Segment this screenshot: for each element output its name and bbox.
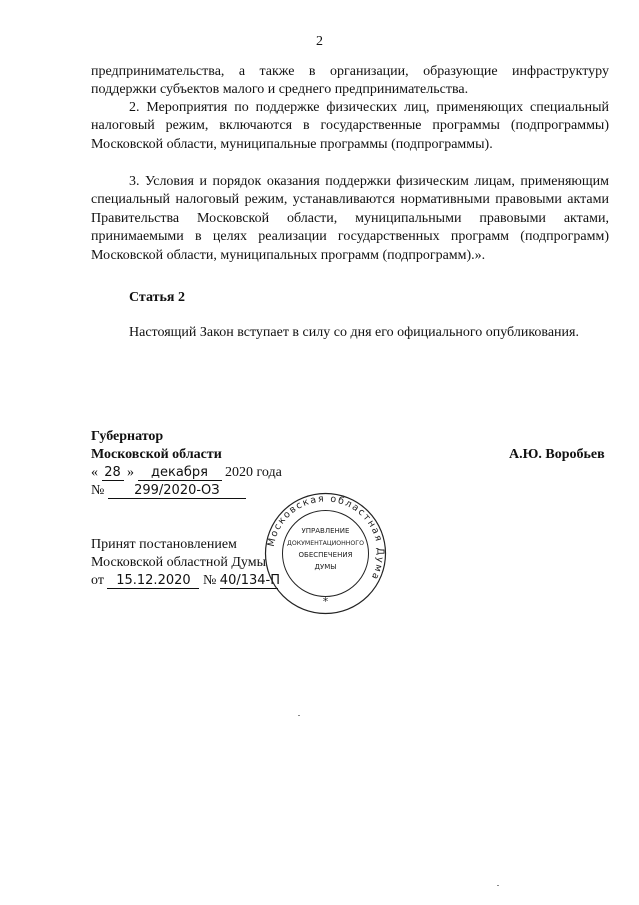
paragraph-continuation: предпринимательства, а также в организации, образующие инфраструктуру поддержки субъектов малого и среднего предпринимательства. xyxy=(91,64,609,98)
law-number xyxy=(91,482,246,500)
seal-graphic xyxy=(263,491,388,616)
law-number-label: № xyxy=(91,483,105,498)
date-year: 2020 года xyxy=(225,465,282,480)
law-number-value: 299/2020-ОЗ xyxy=(108,483,246,499)
paragraph-2: 2. Мероприятия по поддержке физических лиц, применяющих специальный налоговый режим, включаются в государственные программы (подпрограммы) Московской области, муниципальные программы (подпрограммы). xyxy=(91,100,609,152)
adoption-number-label: № xyxy=(202,573,217,588)
signature-date xyxy=(91,464,282,482)
seal-center-line3: ОБЕСПЕЧЕНИЯ xyxy=(298,551,353,559)
date-open-quote: « xyxy=(91,465,98,480)
article-text: Настоящий Закон вступает в силу со дня его официального опубликования. xyxy=(129,325,579,340)
seal-center-line2: ДОКУМЕНТАЦИОННОГО xyxy=(287,540,364,547)
adoption-line2: Московской областной Думы xyxy=(91,555,266,570)
adoption-details xyxy=(91,572,278,590)
date-day: 28 xyxy=(102,465,124,481)
seal-star-icon: * xyxy=(322,595,329,608)
signatory-name: А.Ю. Воробьев xyxy=(509,447,605,462)
scan-speck xyxy=(497,885,499,886)
adoption-date: 15.12.2020 xyxy=(107,573,199,589)
page-number: 2 xyxy=(316,34,323,49)
adoption-line1: Принят постановлением xyxy=(91,537,237,552)
scan-speck xyxy=(298,715,300,716)
signatory-title-line2: Московской области xyxy=(91,447,222,462)
paragraph-3: 3. Условия и порядок оказания поддержки физическим лицам, применяющим специальный налоговый режим, устанавливаются нормативными правовыми актами Правительства Московской области, муниципальными правовыми актами, принимаемыми в целях реализации государственных программ (подпрограмм) Московской области, муниципальных программ (подпрограмм).». xyxy=(91,174,609,263)
adoption-number: 40/134-П xyxy=(219,573,280,588)
seal-ring-text: Московская областная Дума xyxy=(265,493,386,583)
seal-center-line4: ДУМЫ xyxy=(314,563,337,571)
official-seal xyxy=(263,491,388,616)
date-close-quote: » xyxy=(127,465,134,480)
article-heading: Статья 2 xyxy=(129,290,185,305)
adoption-from-label: от xyxy=(91,573,104,588)
seal-center-line1: УПРАВЛЕНИЕ xyxy=(301,527,350,535)
date-month: декабря xyxy=(138,465,222,481)
signatory-title-line1: Губернатор xyxy=(91,429,164,444)
